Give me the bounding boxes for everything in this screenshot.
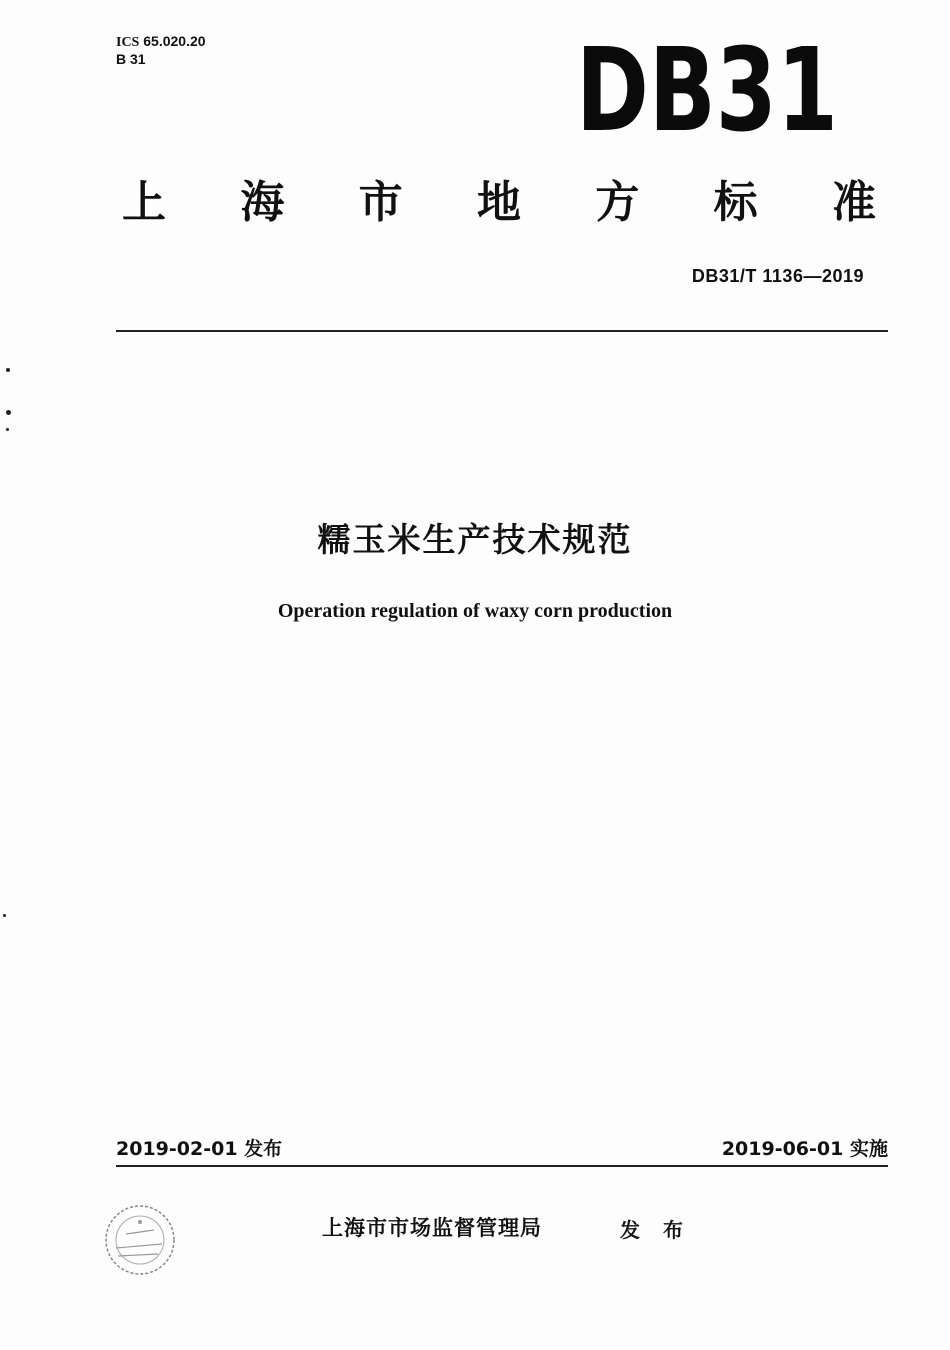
scan-speck — [3, 914, 6, 917]
ics-code-line — [116, 33, 206, 51]
issuing-authority: 上海市市场监督管理局 — [322, 1216, 542, 1240]
ics-label: ICS — [116, 35, 140, 50]
document-title-cn: 糯玉米生产技术规范 — [317, 520, 633, 559]
db31-logo — [572, 23, 842, 158]
document-title-en: Operation regulation of waxy corn production — [277, 600, 673, 622]
issue-date-value: 2019-02-01 — [116, 1138, 238, 1160]
category-code-line — [116, 51, 206, 68]
issue-date-label: 发布 — [244, 1138, 283, 1160]
implementation-date-label: 实施 — [849, 1138, 888, 1160]
classification-codes — [116, 33, 206, 68]
standard-category-title — [120, 170, 880, 232]
seal-stamp-icon — [100, 1200, 180, 1280]
top-divider — [116, 330, 888, 332]
implementation-date — [722, 1134, 888, 1161]
scan-speck — [6, 410, 11, 415]
category-code: 31 — [130, 51, 146, 67]
category-title-text: 上海市地方标准 — [122, 177, 876, 228]
issue-date — [116, 1134, 282, 1161]
scan-speck — [6, 368, 10, 372]
implementation-date-value: 2019-06-01 — [721, 1138, 844, 1160]
standard-number: DB31/T 1136—2019 — [691, 266, 864, 286]
logo-text: DB31 — [576, 23, 838, 158]
category-label: B — [116, 51, 127, 67]
scan-speck — [6, 428, 9, 431]
dates-row — [116, 1134, 888, 1162]
ics-code: 65.020.20 — [143, 33, 206, 49]
issue-action: 发 布 — [620, 1218, 691, 1242]
bottom-divider — [116, 1165, 888, 1167]
